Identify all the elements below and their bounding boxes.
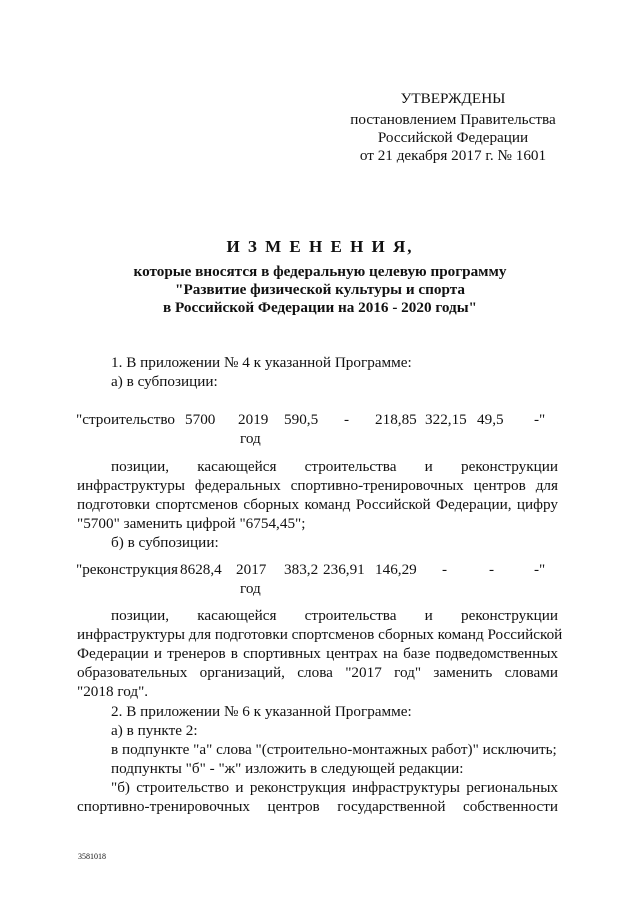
paragraph-2: 2. В приложении № 6 к указанной Программе: — [111, 703, 412, 720]
row1-cell-amount: 5700 — [185, 411, 216, 428]
approval-line-3: от 21 декабря 2017 г. № 1601 — [359, 147, 547, 164]
title-line-3: в Российской Федерации на 2016 - 2020 годы" — [163, 299, 477, 316]
text2-line-3: Федерации и тренеров в спортивных центрах на базе подведомственных — [77, 645, 558, 662]
paragraph-2a-1: в подпункте "а" слова "(строительно-монтажных работ)" исключить; — [111, 741, 557, 758]
row2-cell-value-6: -" — [534, 561, 546, 578]
paragraph-1b: б) в субпозиции: — [111, 534, 219, 551]
row1-cell-value-6: -" — [534, 411, 546, 428]
text1-line-3: подготовки спортсменов сборных команд Российской Федерации, цифру — [77, 496, 558, 513]
row1-cell-value-2: - — [344, 411, 350, 428]
row1-cell-value-5: 49,5 — [477, 411, 504, 428]
document-title: И З М Е Н Е Н И Я, — [226, 237, 414, 256]
paragraph-1: 1. В приложении № 4 к указанной Программе: — [111, 354, 412, 371]
text2-line-2: инфраструктуры для подготовки спортсменов сборных команд Российской — [77, 626, 563, 643]
paragraph-2a: а) в пункте 2: — [111, 722, 198, 739]
row2-cell-value-5: - — [489, 561, 495, 578]
approval-line-1: постановлением Правительства — [350, 111, 556, 128]
title-line-1: которые вносятся в федеральную целевую программу — [133, 263, 507, 280]
row1-cell-name: "строительство — [76, 411, 176, 428]
title-line-2: "Развитие физической культуры и спорта — [175, 281, 465, 298]
text2-line-1: позиции, касающейся строительства и реконструкции — [111, 607, 558, 624]
row1-cell-year-unit: год — [240, 430, 261, 447]
paragraph-2a-2: подпункты "б" - "ж" изложить в следующей редакции: — [111, 760, 464, 777]
row2-cell-value-4: - — [442, 561, 448, 578]
approval-heading: УТВЕРЖДЕНЫ — [400, 90, 506, 107]
text1-line-4: "5700" заменить цифрой "6754,45"; — [77, 515, 306, 532]
row2-cell-year-unit: год — [240, 580, 261, 597]
row1-cell-value-4: 322,15 — [425, 411, 467, 428]
row2-cell-name: "реконструкция — [76, 561, 179, 578]
row1-cell-value-1: 590,5 — [284, 411, 319, 428]
text2-line-4: образовательных организаций, слова "2017 год" заменить словами — [77, 664, 558, 681]
text1-line-2: инфраструктуры федеральных спортивно-тренировочных центров для — [77, 477, 558, 494]
row1-cell-value-3: 218,85 — [375, 411, 417, 428]
text2-line-5: "2018 год". — [77, 683, 149, 700]
approval-line-2: Российской Федерации — [377, 129, 529, 146]
row2-cell-value-3: 146,29 — [375, 561, 417, 578]
text1-line-1: позиции, касающейся строительства и реконструкции — [111, 458, 558, 475]
paragraph-1a: а) в субпозиции: — [111, 373, 218, 390]
paragraph-2a-3-line-1: "б) строительство и реконструкция инфраструктуры региональных — [111, 779, 558, 796]
footer-document-code: 3581018 — [78, 852, 106, 861]
row2-cell-value-2: 236,91 — [323, 561, 365, 578]
row2-cell-amount: 8628,4 — [180, 561, 222, 578]
paragraph-2a-3-line-2: спортивно-тренировочных центров государственной собственности — [77, 798, 558, 815]
row1-cell-year: 2019 — [238, 411, 269, 428]
row2-cell-value-1: 383,2 — [284, 561, 319, 578]
row2-cell-year: 2017 — [236, 561, 267, 578]
